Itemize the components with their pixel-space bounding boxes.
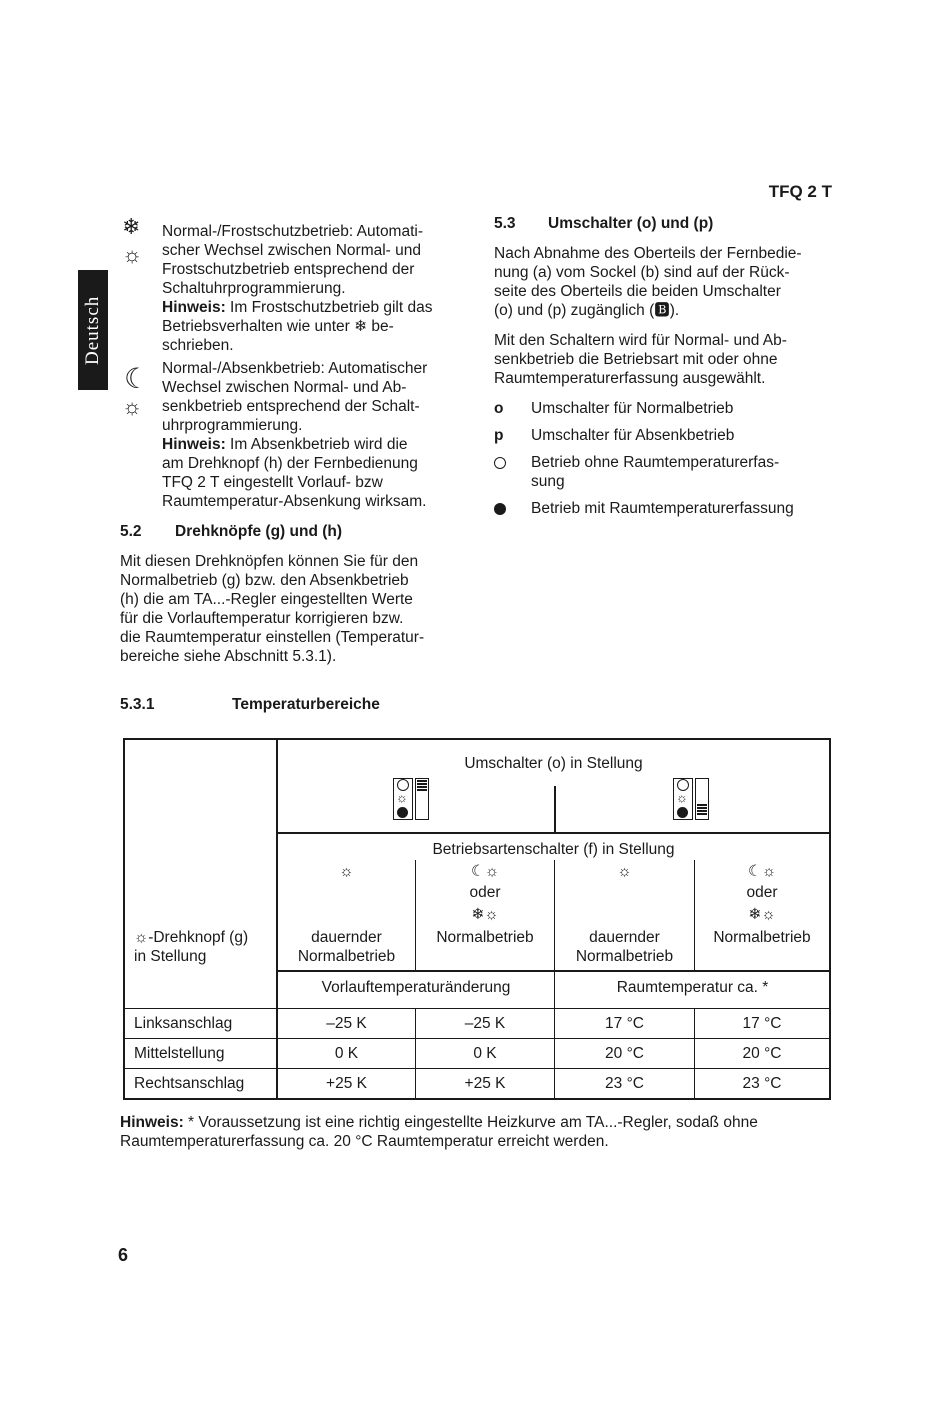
- page-header-title: TFQ 2 T: [768, 182, 832, 201]
- switch-diagram-icon-2: ☼: [673, 778, 723, 824]
- mode-switch-header: Betriebsartenschalter (f) in Stellung: [432, 841, 675, 858]
- moon-sun-icon: ☾☼: [470, 863, 500, 880]
- knob-position-label: ☼-Drehknopf (g): [134, 929, 249, 946]
- switch-diagram-icon-1: ☼: [393, 778, 443, 824]
- page-number: 6: [118, 1245, 129, 1265]
- section-5-2-number: 5.2: [120, 523, 142, 540]
- section-5-3-number: 5.3: [494, 215, 516, 232]
- section-5-3-1-title: Temperaturbereiche: [232, 696, 380, 713]
- moon-icon: ☾: [124, 363, 150, 394]
- flow-temp-change-header: Vorlauftemperaturänderung: [321, 979, 511, 996]
- switch-position-header: Umschalter (o) in Stellung: [464, 755, 643, 772]
- table-row: Mittelstellung: [134, 1045, 225, 1062]
- open-circle-icon: [494, 453, 524, 474]
- section-5-3-1-number: 5.3.1: [120, 696, 155, 713]
- snow-sun-icon: ❄☼: [748, 906, 776, 923]
- table-row: Linksanschlag: [134, 1015, 233, 1032]
- filled-circle-icon: [494, 499, 524, 520]
- snow-sun-icon: ❄☼: [471, 906, 499, 923]
- sun-icon: ☼: [339, 863, 354, 880]
- frost-protection-description: Normal-/Frostschutzbetrieb: Automati- scher Wechsel zwischen Normal- und Frostschutzbetrieb entsprechend der Schaltuhrprogrammierung. Hinweis: Im Frostschutzbetrieb gilt das Betriebsverhalten wie unter ❄ be- schrieben.: [162, 222, 462, 355]
- section-5-2-title: Drehknöpfe (g) und (h): [175, 523, 343, 540]
- temperature-range-table: Umschalter (o) in Stellung ☼ ☼ Betriebsartenschalter (f) in Stellung ☼ dauernder Normalbetrieb ☾☼ oder ❄☼ Normalbetrieb ☼ dauernder Normalbetrieb ☾☼ oder ❄☼ Normalbetrieb ☼-Drehknopf (g) in Stellung Vorlauftemperaturänderung Raumtemperatur ca. * Linksanschlag –25 K –25 K 17 °C 17 °C Mittelstellung 0 K 0 K 20 °C 20 °C Rechtsanschlag +25 K +25 K 23 °C 23 °C: [123, 738, 831, 1100]
- snowflake-icon: ❄: [122, 214, 141, 239]
- section-5-2-text: Mit diesen Drehknöpfen können Sie für den Normalbetrieb (g) bzw. den Absenkbetrieb (h) die am TA...-Regler eingestellten Werte für die Vorlauftemperatur korrigieren bzw. die Raumtemperatur einstellen (Temperatur- bereiche siehe Abschnitt 5.3.1).: [120, 553, 425, 665]
- section-5-3-title: Umschalter (o) und (p): [548, 215, 714, 232]
- table-footnote: Hinweis: * Voraussetzung ist eine richtig eingestellte Heizkurve am TA...-Regler, sodaß ohne Raumtemperaturerfassung ca. 20 °C Raumtemperatur erreicht werden.: [120, 1114, 758, 1150]
- table-row: Rechtsanschlag: [134, 1075, 245, 1092]
- setback-hint: Hinweis: Im Absenkbetrieb wird die: [162, 436, 408, 453]
- setback-description: Normal-/Absenkbetrieb: Automatischer Wechsel zwischen Normal- und Ab- senkbetrieb entsprechend der Schalt- uhrprogrammierung. Hinweis: Im Absenkbetrieb wird die am Drehknopf (h) der Fernbedienung TFQ 2 T eingestellt Vorlauf- bzw Raumtemperatur-Absenkung wirksam.: [162, 359, 462, 511]
- section-5-3-para1: Nach Abnahme des Oberteils der Fernbedie- nung (a) vom Sockel (b) sind auf der Rück- seite des Oberteils die beiden Umschalter (o) und (p) zugänglich (🅱).: [494, 245, 802, 319]
- sun-icon-2: ☼: [122, 394, 143, 419]
- list-item: Betrieb ohne Raumtemperaturerfas- sung: [494, 453, 834, 493]
- section-5-3-para2: Mit den Schaltern wird für Normal- und Ab- senkbetrieb die Betriebsart mit oder ohne Raumtemperaturerfassung ausgewählt.: [494, 332, 787, 387]
- sun-icon: ☼: [617, 863, 632, 880]
- moon-sun-icon: ☾☼: [747, 863, 777, 880]
- frost-hint: Hinweis: Im Frostschutzbetrieb gilt das: [162, 299, 433, 316]
- sun-icon: ☼: [122, 242, 143, 267]
- language-side-tab: Deutsch: [78, 270, 108, 390]
- room-temp-header: Raumtemperatur ca. *: [616, 979, 769, 996]
